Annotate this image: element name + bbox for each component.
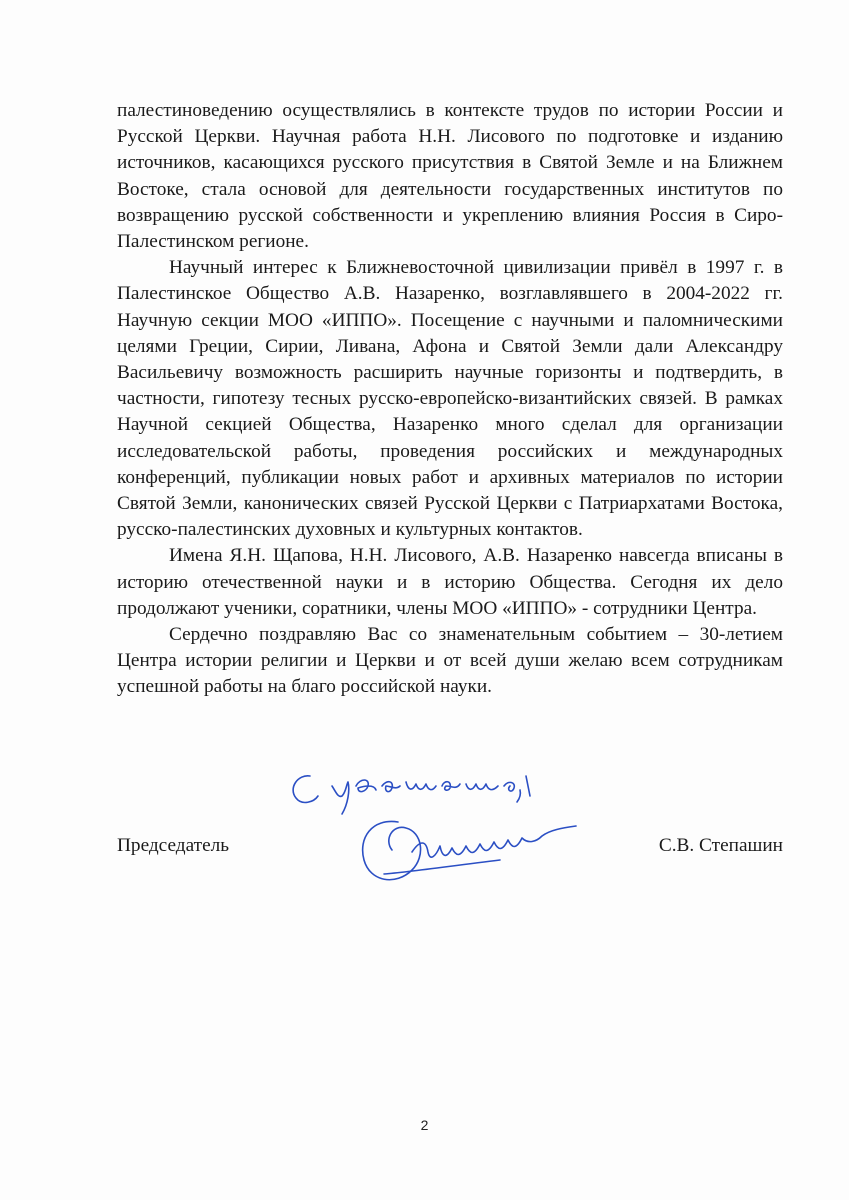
paragraph-names: Имена Я.Н. Щапова, Н.Н. Лисового, А.В. Назаренко навсегда вписаны в историю отечественной науки и в историю Общества. Сегодня их дело продолжают ученики, соратники, члены МОО «ИППО» - сотрудники Центра. [117,545,783,619]
letter-body [117,98,783,701]
signature-block [117,833,783,863]
signatory-position: Председатель [117,835,230,856]
paragraph-congratulation: Сердечно поздравляю Вас со знаменательным событием – 30-летием Центра истории религии и Церкви и от всей души желаю всем сотрудникам успешной работы на благо российской науки. [117,624,783,698]
paragraph-continuation: палестиноведению осуществлялись в контексте трудов по истории России и Русской Церкви. Научная работа Н.Н. Лисового по подготовке и изданию источников, касающихся русского присутствия в Святой Земле и на Ближнем Востоке, стала основой для деятельности государственных институтов по возвращению русской собственности и укреплению влияния Россия в Сиро-Палестинском регионе. [117,100,783,253]
signatory-name: С.В. Степашин [658,835,783,856]
paragraph-nazarenko: Научный интерес к Ближневосточной цивилизации привёл в 1997 г. в Палестинское Общество А.В. Назаренко, возглавлявшего в 2004-2022 гг. Научную секции МОО «ИППО». Посещение с научными и паломническими целями Греции, Сирии, Ливана, Афона и Святой Земли дали Александру Васильевичу возможность расширить научные горизонты и подтвердить, в частности, гипотезу тесных русско-европейско-византийских связей. В рамках Научной секцией Общества, Назаренко много сделал для организации исследовательской работы, проведения российских и международных конференций, публикации новых работ и архивных материалов по истории Святой Земли, канонических связей Русской Церкви с Патриархатами Востока, русско-палестинских духовных и культурных контактов. [117,257,783,541]
page-number: 2 [420,1117,429,1133]
handwritten-signature-image [280,756,610,906]
